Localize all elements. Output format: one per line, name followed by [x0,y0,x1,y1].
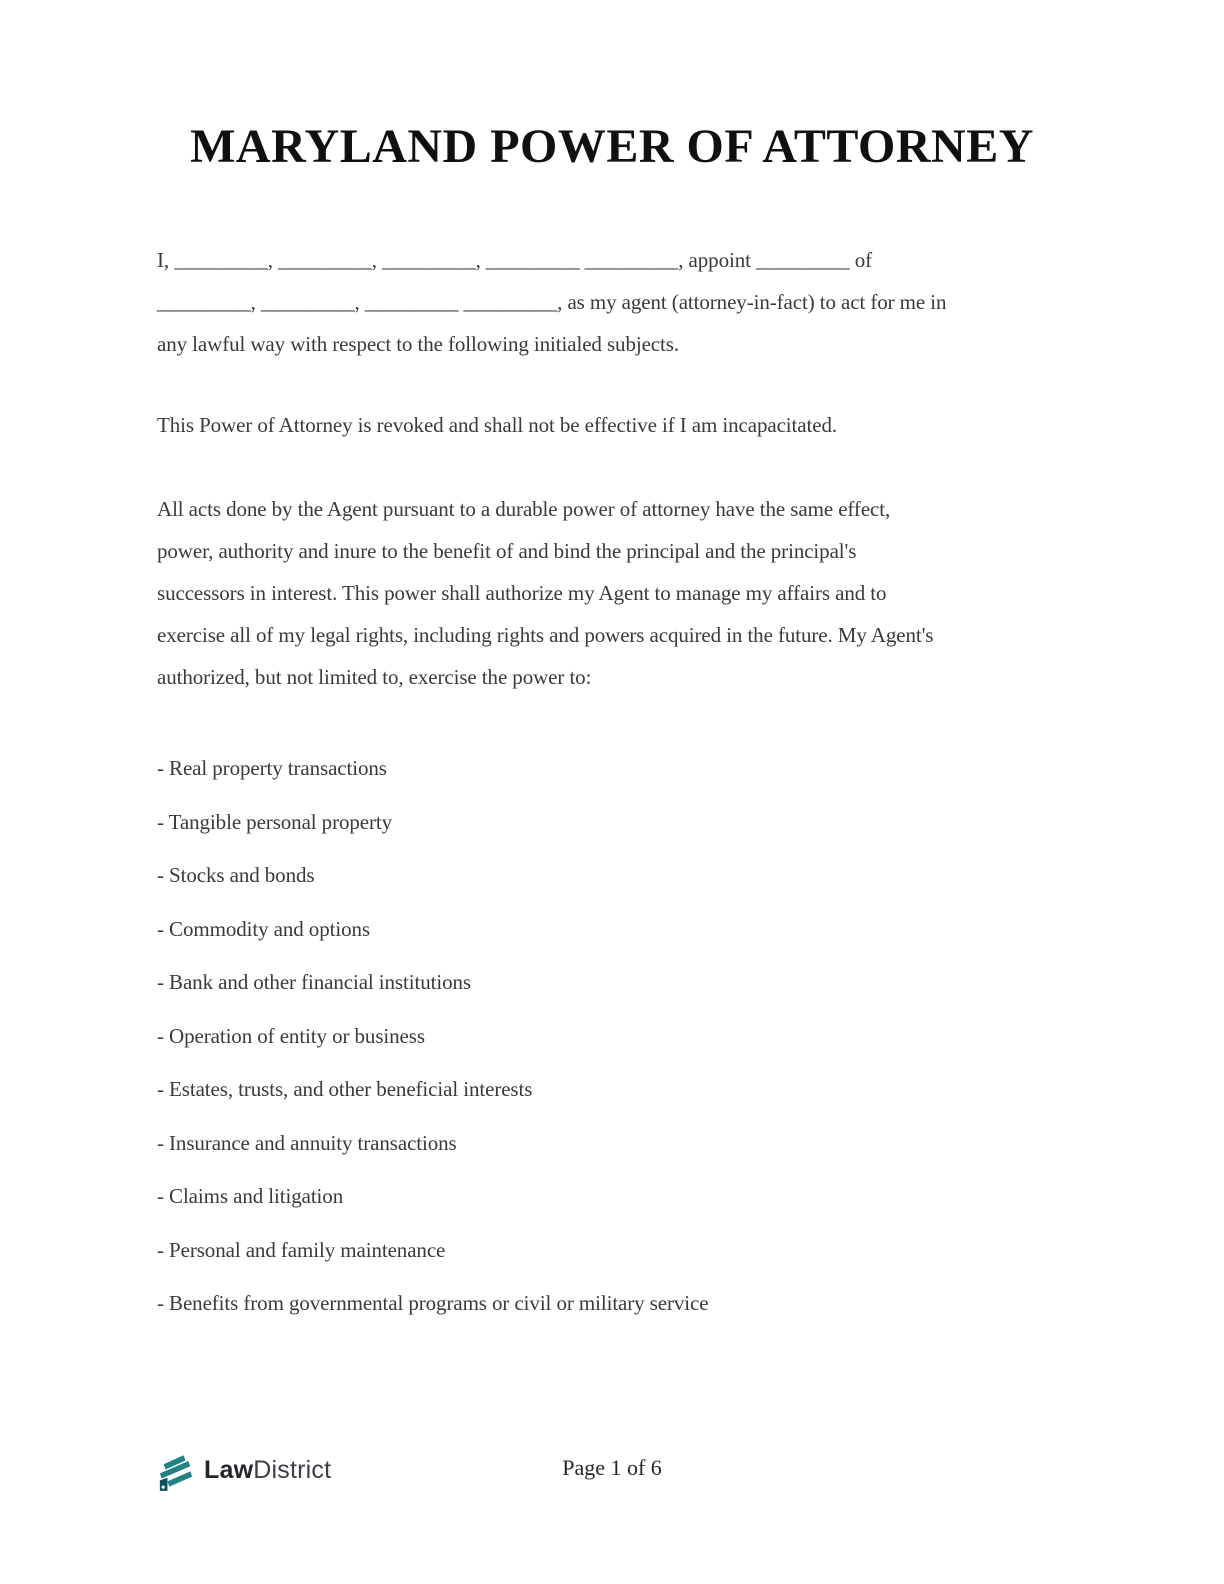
powers-list-item: - Claims and litigation [157,1184,344,1208]
logo-text-law: Law [204,1455,254,1484]
powers-list-item: - Tangible personal property [157,809,393,834]
powers-list-item: - Stocks and bonds [157,863,315,887]
paragraph-line: power, authority and inure to the benefit of and bind the principal and the principal's [157,539,857,563]
powers-list-item: - Real property transactions [157,756,387,780]
paragraph-line: I, _________, _________, _________, _________ _________, appoint _________ of [157,248,873,272]
powers-list-item: - Personal and family maintenance [157,1237,446,1262]
page-indicator: Page 1 of 6 [562,1455,662,1480]
intro-paragraph [157,239,1069,365]
document-title: MARYLAND POWER OF ATTORNEY [190,120,1034,173]
paragraph-line: _________, _________, _________ _________, as my agent (attorney-in-fact) to act for me in [157,290,947,314]
paragraph-line: successors in interest. This power shall authorize my Agent to manage my affairs and to [157,581,887,605]
paragraph-line: exercise all of my legal rights, including rights and powers acquired in the future. My Agent's [157,623,934,647]
powers-list-item: - Bank and other financial institutions [157,970,471,994]
paragraph-line: any lawful way with respect to the following initialed subjects. [157,332,679,356]
powers-list-item: - Operation of entity or business [157,1023,425,1048]
paragraph-line: authorized, but not limited to, exercise the power to: [157,665,592,689]
powers-list-item: - Commodity and options [157,916,370,941]
powers-list-item: - Benefits from governmental programs or civil or military service [157,1291,709,1315]
durable-powers-paragraph [157,488,1069,698]
powers-list [157,742,1069,1331]
paragraph-line: All acts done by the Agent pursuant to a durable power of attorney have the same effect, [157,497,891,521]
logo-text-district: District [253,1455,332,1484]
revocation-paragraph: This Power of Attorney is revoked and shall not be effective if I am incapacitated. [157,413,838,437]
powers-list-item: - Insurance and annuity transactions [157,1130,457,1155]
powers-list-item: - Estates, trusts, and other beneficial interests [157,1077,533,1101]
